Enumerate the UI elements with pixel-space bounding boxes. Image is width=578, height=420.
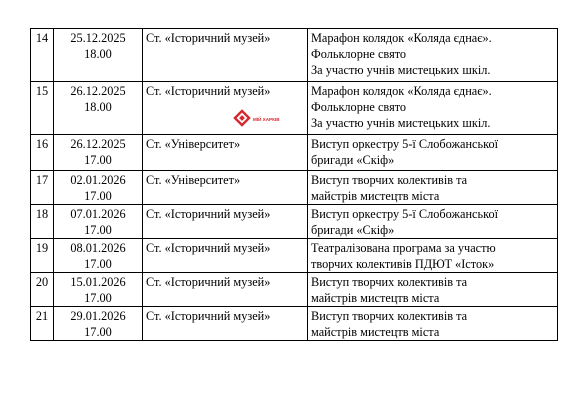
event-description-line: За участю учнів мистецьких шкіл. (311, 63, 491, 77)
row-number: 17 (31, 171, 54, 205)
schedule-table (30, 28, 558, 341)
event-description (308, 273, 558, 307)
event-description-line: майстрів мистецтв міста (311, 189, 440, 203)
table-row (31, 82, 558, 135)
event-location: Ст. «Історичний музей» (143, 307, 308, 341)
event-date: 07.01.2026 (70, 207, 126, 221)
event-time: 17.00 (84, 189, 112, 203)
event-description-line: бригади «Скіф» (311, 153, 395, 167)
event-description-line: Марафон колядок «Коляда єднає». (311, 84, 492, 98)
event-location: Ст. «Історичний музей» (143, 273, 308, 307)
date-time-cell (54, 205, 143, 239)
event-location: Ст. «Історичний музей» (143, 29, 308, 82)
event-description (308, 307, 558, 341)
table-row (31, 273, 558, 307)
event-time: 17.00 (84, 223, 112, 237)
event-date: 15.01.2026 (70, 275, 126, 289)
event-time: 18.00 (84, 100, 112, 114)
table-row (31, 135, 558, 171)
event-date: 08.01.2026 (70, 241, 126, 255)
row-number: 18 (31, 205, 54, 239)
event-description (308, 135, 558, 171)
date-time-cell (54, 171, 143, 205)
event-description (308, 171, 558, 205)
event-description-line: За участю учнів мистецьких шкіл. (311, 116, 491, 130)
event-description-line: творчих колективів ПДЮТ «Істок» (311, 257, 495, 271)
row-number: 21 (31, 307, 54, 341)
watermark-text: МЇЙ ХАРКІВ (253, 117, 280, 122)
event-location: Ст. «Університет» (143, 171, 308, 205)
date-time-cell (54, 82, 143, 135)
row-number: 16 (31, 135, 54, 171)
event-description-line: Фольклорне свято (311, 100, 407, 114)
row-number: 15 (31, 82, 54, 135)
event-description-line: Виступ творчих колективів та (311, 275, 468, 289)
table-row (31, 29, 558, 82)
event-location: Ст. «Історичний музей» (143, 239, 308, 273)
event-description-line: Виступ творчих колективів та (311, 173, 468, 187)
date-time-cell (54, 239, 143, 273)
event-description-line: Марафон колядок «Коляда єднає». (311, 31, 492, 45)
event-description-line: майстрів мистецтв міста (311, 291, 440, 305)
table-row (31, 239, 558, 273)
date-time-cell (54, 135, 143, 171)
row-number: 19 (31, 239, 54, 273)
event-description-line: Виступ оркестру 5-ї Слобожанської (311, 137, 499, 151)
event-date: 02.01.2026 (70, 173, 126, 187)
watermark-logo (232, 110, 280, 130)
row-number: 20 (31, 273, 54, 307)
event-description-line: Виступ оркестру 5-ї Слобожанської (311, 207, 499, 221)
event-description (308, 29, 558, 82)
event-time: 18.00 (84, 47, 112, 61)
event-description-line: майстрів мистецтв міста (311, 325, 440, 339)
event-time: 17.00 (84, 153, 112, 167)
event-time: 17.00 (84, 257, 112, 271)
event-date: 29.01.2026 (70, 309, 126, 323)
event-date: 25.12.2025 (70, 31, 126, 45)
event-time: 17.00 (84, 291, 112, 305)
table-row (31, 205, 558, 239)
date-time-cell (54, 29, 143, 82)
date-time-cell (54, 307, 143, 341)
diamond-emblem-icon (235, 111, 249, 125)
event-description (308, 239, 558, 273)
event-description (308, 82, 558, 135)
event-description-line: бригади «Скіф» (311, 223, 395, 237)
table-row (31, 307, 558, 341)
event-date: 26.12.2025 (70, 137, 126, 151)
event-date: 26.12.2025 (70, 84, 126, 98)
row-number: 14 (31, 29, 54, 82)
event-description-line: Виступ творчих колективів та (311, 309, 468, 323)
event-location: Ст. «Історичний музей» (143, 205, 308, 239)
event-description (308, 205, 558, 239)
date-time-cell (54, 273, 143, 307)
event-location: Ст. «Університет» (143, 135, 308, 171)
table-row (31, 171, 558, 205)
event-description-line: Театралізована програма за участю (311, 241, 496, 255)
event-location: Ст. «Історичний музей» (143, 82, 308, 135)
event-time: 17.00 (84, 325, 112, 339)
event-description-line: Фольклорне свято (311, 47, 407, 61)
